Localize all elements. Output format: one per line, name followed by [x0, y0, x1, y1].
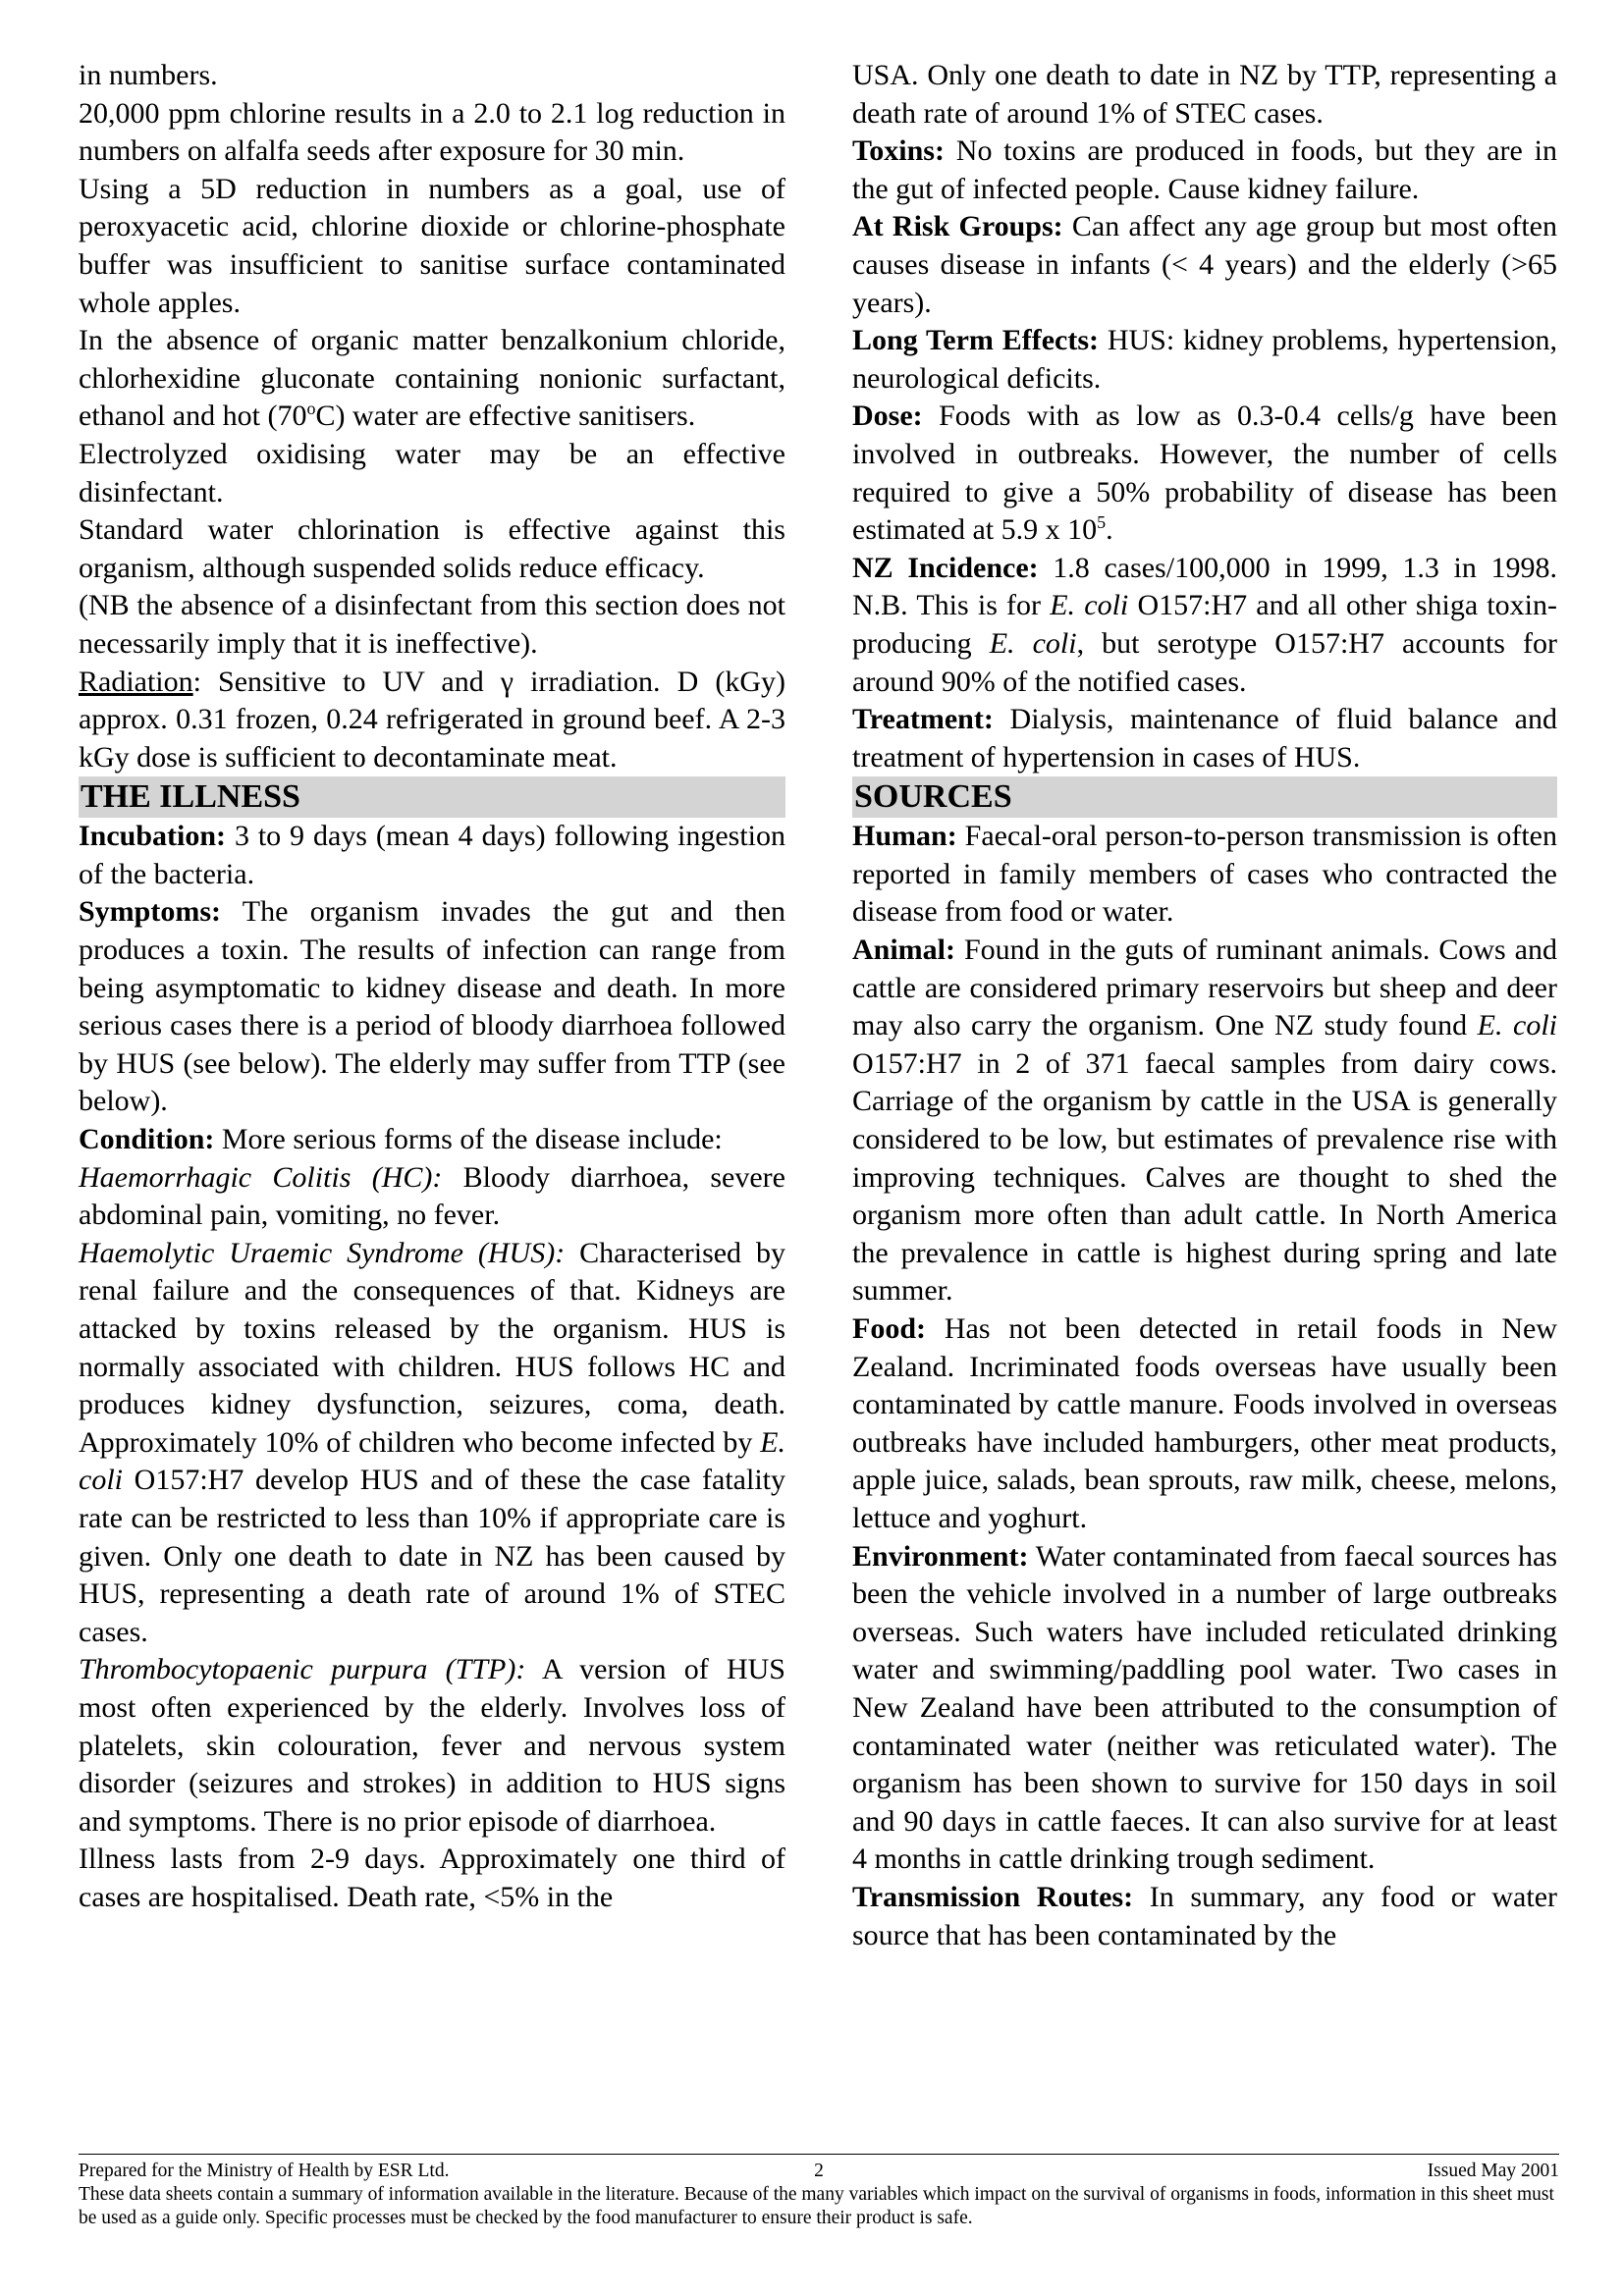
text: Can affect any age group but most often causes disease in infants (< 4 years) and the elderly (>65 years). [852, 210, 1557, 319]
text: No toxins are produced in foods, but they are in the gut of infected people. Cause kidney failure. [852, 134, 1557, 205]
paragraph: 20,000 ppm chlorine results in a 2.0 to 2.1 log reduction in numbers on alfalfa seeds after exposure for 30 min. [79, 96, 785, 168]
condition-paragraph [79, 1121, 785, 1159]
species-name: E. coli [989, 626, 1077, 660]
text: : Sensitive to UV and γ irradiation. D (kGy) approx. 0.31 frozen, 0.24 refrigerated in ground beef. A 2-3 kGy dose is sufficient to decontaminate meat. [79, 665, 785, 774]
label: Condition: [79, 1123, 215, 1156]
treatment-paragraph [852, 701, 1557, 776]
hus-paragraph [79, 1235, 785, 1652]
label: NZ Incidence: [852, 551, 1039, 584]
text: Dialysis, maintenance of fluid balance and treatment of hypertension in cases of HUS. [852, 703, 1557, 774]
text: O157:H7 and all other shiga toxin-producing [852, 589, 1558, 660]
label: Dose: [852, 400, 923, 433]
footer-row [79, 2160, 1559, 2183]
species-name: E. coli [1050, 589, 1129, 622]
transmission-paragraph [852, 1879, 1557, 1954]
text: O157:H7 develop HUS and of these the case fatality rate can be restricted to less than 10% if appropriate care is given. Only one death to date in NZ has been caused by HUS, representing a death rate of around 1% of STEC cases. [79, 1464, 785, 1648]
footer-prepared-text: Prepared for the Ministry of Health by ESR Ltd. [79, 2161, 450, 2181]
text: A version of HUS most often experienced by the elderly. Involves loss of platelets, skin colouration, fever and nervous system disorder (seizures and strokes) in addition to HUS signs and symptoms. There is no prior episode of diarrhoea. [79, 1653, 785, 1838]
label: At Risk Groups: [852, 210, 1063, 243]
human-paragraph [852, 818, 1557, 932]
section-heading-sources: SOURCES [852, 776, 1557, 818]
text: 3 to 9 days (mean 4 days) following ingestion of the bacteria. [79, 820, 785, 890]
text: In summary, any food or water source that has been contaminated by the [852, 1880, 1557, 1951]
label: Animal: [852, 934, 955, 967]
label: Thrombocytopaenic purpura (TTP): [79, 1653, 526, 1686]
superscript: o [306, 399, 316, 419]
text: , but serotype O157:H7 accounts for around 90% of the notified cases. [852, 626, 1558, 698]
label: Food: [852, 1312, 926, 1345]
text: O157:H7 in 2 of 371 faecal samples from dairy cows. Carriage of the organism by cattle in the USA is generally considered to be low, but estimates of prevalence rise with improving techniques. Calves are thought to shed the organism more often than adult cattle. In North America the prevalence in cattle is highest during spring and late summer. [852, 1046, 1557, 1308]
incubation-paragraph [79, 818, 785, 893]
paragraph: (NB the absence of a disinfectant from this section does not necessarily imply that it is ineffective). [79, 589, 785, 660]
label: Haemolytic Uraemic Syndrome (HUS): [79, 1236, 566, 1269]
page-footer [79, 2160, 1559, 2230]
paragraph: USA. Only one death to date in NZ by TTP, representing a death rate of around 1% of STEC cases. [852, 59, 1557, 130]
paragraph [79, 322, 785, 436]
radiation-label: Radiation [79, 665, 193, 698]
right-column [852, 57, 1557, 1954]
nz-incidence-paragraph [852, 550, 1557, 701]
footer-issued-date: Issued May 2001 [1427, 2161, 1560, 2181]
paragraph: Electrolyzed oxidising water may be an effective disinfectant. [79, 437, 785, 508]
food-paragraph [852, 1310, 1557, 1538]
dose-paragraph [852, 398, 1557, 549]
label: Toxins: [852, 134, 945, 168]
hc-paragraph [79, 1159, 785, 1235]
text: Faecal-oral person-to-person transmission is often reported in family members of cases who contracted the disease from food or water. [852, 820, 1557, 929]
text: Water contaminated from faecal sources has been the vehicle involved in a number of large outbreaks overseas. Such waters have included reticulated drinking water and swimming/paddling pool water. Two cases in New Zealand have been attributed to the consumption of contaminated water (neither was reticulated water). The organism has been shown to survive for 150 days in soil and 90 days in cattle faeces. It can also survive for at least 4 months in cattle drinking trough sediment. [852, 1539, 1557, 1876]
text: Foods with as low as 0.3-0.4 cells/g have been involved in outbreaks. However, the number of cells required to give a 50% probability of disease has been estimated at 5.9 x 10 [852, 400, 1557, 547]
text: C) water are effective sanitisers. [315, 400, 696, 433]
species-name: E. coli [1477, 1009, 1557, 1042]
text: In the absence of organic matter benzalkonium chloride, chlorhexidine gluconate containing nonionic surfactant, ethanol and hot (70 [79, 324, 785, 433]
toxins-paragraph [852, 133, 1557, 208]
label: Incubation: [79, 820, 227, 853]
text: Characterised by renal failure and the consequences of that. Kidneys are attacked by toxins released by the organism. HUS is normally associated with children. HUS follows HC and produces kidney dysfunction, seizures, coma, death. Approximately 10% of children who become infected by [79, 1236, 785, 1459]
long-term-effects-paragraph [852, 322, 1557, 398]
label: Human: [852, 820, 957, 853]
text: Has not been detected in retail foods in New Zealand. Incriminated foods overseas have usually been contaminated by cattle manure. Foods involved in overseas outbreaks have included hamburgers, other meat products, apple juice, salads, bean sprouts, raw milk, cheese, melons, lettuce and yoghurt. [852, 1312, 1557, 1534]
radiation-paragraph [79, 664, 785, 777]
ttp-paragraph [79, 1651, 785, 1841]
environment-paragraph [852, 1538, 1557, 1879]
label: Transmission Routes: [852, 1880, 1134, 1913]
label: Long Term Effects: [852, 324, 1099, 357]
paragraph: Using a 5D reduction in numbers as a goal, use of peroxyacetic acid, chlorine dioxide or chlorine-phosphate buffer was insufficient to sanitise surface contaminated whole apples. [79, 172, 785, 319]
text: . [1106, 513, 1113, 547]
text: More serious forms of the disease include: [214, 1123, 723, 1156]
paragraph: Standard water chlorination is effective against this organism, although suspended solids reduce efficacy. [79, 513, 785, 584]
symptoms-paragraph [79, 893, 785, 1121]
text: 1.8 cases/100,000 in 1999, 1.3 in 1998. N.B. This is for [852, 551, 1557, 622]
text: Bloody diarrhoea, severe abdominal pain, vomiting, no fever. [79, 1160, 785, 1232]
label: Symptoms: [79, 895, 222, 929]
footer-disclaimer: These data sheets contain a summary of information available in the literature. Because of the many variables which impact on the survival of organisms in foods, information in this sheet must be used as a guide only. Specific processes must be checked by the food manufacturer to ensure their product is safe. [79, 2184, 1554, 2228]
paragraph: in numbers. [79, 59, 218, 91]
animal-paragraph [852, 932, 1557, 1310]
label: Environment: [852, 1539, 1029, 1573]
label: Treatment: [852, 703, 994, 736]
section-heading-illness: THE ILLNESS [79, 776, 785, 818]
superscript: 5 [1097, 512, 1107, 533]
left-column [79, 57, 785, 1917]
label: Haemorrhagic Colitis (HC): [79, 1160, 443, 1194]
species-name: E. coli [79, 1425, 785, 1497]
paragraph: Illness lasts from 2-9 days. Approximately one third of cases are hospitalised. Death rate, <5% in the [79, 1842, 785, 1913]
footer-divider [79, 2154, 1559, 2155]
text: Found in the guts of ruminant animals. Cows and cattle are considered primary reservoirs but sheep and deer may also carry the organism. One NZ study found [852, 934, 1557, 1042]
risk-groups-paragraph [852, 208, 1557, 322]
text: HUS: kidney problems, hypertension, neurological deficits. [852, 324, 1557, 395]
page-number: 2 [814, 2161, 824, 2181]
text: The organism invades the gut and then produces a toxin. The results of infection can range from being asymptomatic to kidney disease and death. In more serious cases there is a period of bloody diarrhoea followed by HUS (see below). The elderly may suffer from TTP (see below). [79, 895, 785, 1118]
